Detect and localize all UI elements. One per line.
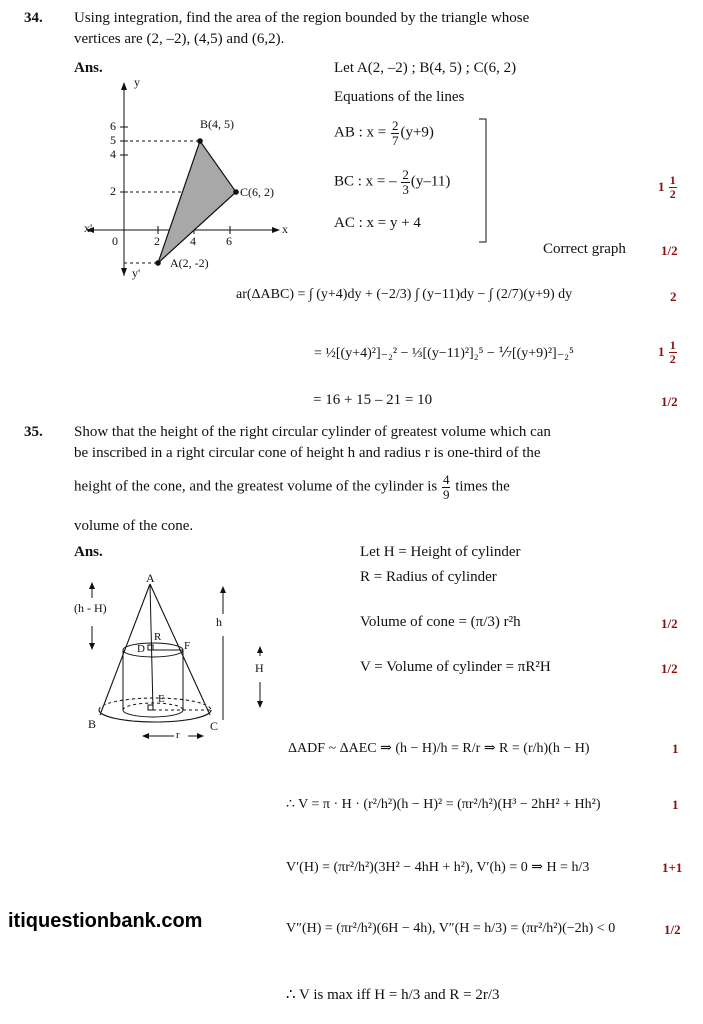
- graph-label-b: B(4, 5): [200, 117, 234, 131]
- figure-label-f: F: [184, 640, 191, 652]
- question-34-text-line2: vertices are (2, –2), (4,5) and (6,2).: [74, 31, 285, 47]
- graph-ytick-6: 6: [110, 119, 116, 133]
- marks-first-derivative: 1+1: [662, 860, 683, 875]
- figure-label-r: r: [176, 729, 180, 741]
- graph-xtick-2: 2: [154, 234, 160, 248]
- graph-xtick-6: 6: [226, 234, 232, 248]
- area-evaluation-expression: = ½[(y+4)²]₋₂² − ⅓[(y−11)²]₂⁵ − ⅐[(y+9)²]₋₂⁵: [314, 346, 574, 361]
- figure-label-e: E: [158, 693, 165, 705]
- figure-label-a: A: [146, 571, 155, 585]
- graph-ytick-2: 2: [110, 184, 116, 198]
- question-35-text-line4: volume of the cone.: [74, 518, 194, 534]
- correct-graph-note: Correct graph: [543, 241, 626, 257]
- first-derivative: V′(H) = (πr²/h²)(3H² − 4hH + h²), V′(h) = 0 ⇒ H = h/3: [286, 860, 590, 875]
- answer-35-let-radius: R = Radius of cylinder: [360, 569, 497, 585]
- figure-label-c: C: [210, 719, 219, 733]
- triangle-abc: [158, 141, 236, 263]
- volume-of-cylinder: V = Volume of cylinder = πR²H: [360, 659, 551, 675]
- figure-label-h-big: H: [255, 661, 264, 675]
- marks-volume-cylinder: 1/2: [661, 661, 678, 676]
- figure-label-radius-small: R: [154, 631, 162, 643]
- marks-volume-expression: 1: [672, 797, 679, 812]
- marks-integral: 2: [670, 289, 677, 304]
- answer-34-label: Ans.: [74, 60, 103, 76]
- equation-ab: AB : x = $\frac{2}{7}$ (y+9): [334, 118, 434, 148]
- question-35-text-line3: height of the cone, and the greatest volume of the cylinder is $\frac{4}{9}$ times the: [74, 472, 510, 502]
- graph-y-neg-label: y': [132, 266, 141, 280]
- marks-result: 1/2: [661, 394, 678, 409]
- area-result: = 16 + 15 – 21 = 10: [313, 392, 433, 408]
- second-derivative: V″(H) = (πr²/h²)(6H − 4h), V″(H = h/3) = (πr²/h²)(−2h) < 0: [286, 921, 616, 936]
- marks-lines: 1 $\frac{1}{2}$: [658, 173, 676, 201]
- marks-similar: 1: [672, 741, 679, 756]
- question-35-text-line2: be inscribed in a right circular cone of height h and radius r is one-third of the: [74, 445, 541, 461]
- volume-expression: ∴ V = π · H · (r²/h²)(h − H)² = (πr²/h²)(H³ − 2hH² + Hh²): [286, 797, 601, 812]
- question-34-number: 34.: [24, 10, 43, 26]
- answer-35-let-height: Let H = Height of cylinder: [360, 544, 521, 560]
- figure-label-b: B: [88, 717, 97, 731]
- cone-cylinder-figure: [70, 570, 285, 750]
- area-integral-expression: ar(ΔABC) = ∫ (y+4)dy + (−2/3) ∫ (y−11)dy − ∫ (2/7)(y+9) dy: [236, 287, 573, 302]
- similar-triangles-step: ΔADF ~ ΔAEC ⇒ (h − H)/h = R/r ⇒ R = (r/h)(h − H): [288, 741, 590, 756]
- site-watermark: itiquestionbank.com: [8, 910, 203, 932]
- graph-ytick-5: 5: [110, 133, 116, 147]
- marks-evaluation: 1 $\frac{1}{2}$: [658, 338, 676, 366]
- graph-origin-label: 0: [112, 234, 118, 248]
- graph-xtick-4: 4: [190, 234, 196, 248]
- graph-label-c: C(6, 2): [240, 185, 274, 199]
- marks-second-derivative: 1/2: [664, 922, 681, 937]
- equation-ac: AC : x = y + 4: [334, 215, 421, 231]
- triangle-graph: [76, 76, 296, 286]
- answer-34-equations-heading: Equations of the lines: [334, 89, 465, 105]
- figure-label-d: D: [137, 643, 145, 655]
- equation-bc: BC : x = – $\frac{2}{3}$ (y–11): [334, 167, 451, 197]
- answer-34-let-vertices: Let A(2, –2) ; B(4, 5) ; C(6, 2): [334, 60, 517, 76]
- maximum-conclusion: ∴ V is max iff H = h/3 and R = 2r/3: [286, 987, 500, 1003]
- graph-y-axis-label: y: [134, 75, 140, 89]
- figure-label-h-minus-H: (h - H): [74, 601, 107, 615]
- graph-x-axis-label: x: [282, 222, 288, 236]
- volume-of-cone: Volume of cone = (π/3) r²h: [360, 614, 521, 630]
- equation-bracket: [478, 118, 490, 244]
- marks-graph: 1/2: [661, 243, 678, 258]
- graph-x-neg-label: x': [84, 221, 93, 235]
- marks-volume-cone: 1/2: [661, 616, 678, 631]
- question-35-number: 35.: [24, 424, 43, 440]
- question-34-text-line1: Using integration, find the area of the region bounded by the triangle whose: [74, 10, 530, 26]
- figure-label-h-small: h: [216, 615, 222, 629]
- graph-label-a: A(2, -2): [170, 256, 209, 270]
- answer-35-label: Ans.: [74, 544, 103, 560]
- question-35-text-line1: Show that the height of the right circular cylinder of greatest volume which can: [74, 424, 551, 440]
- graph-ytick-4: 4: [110, 147, 116, 161]
